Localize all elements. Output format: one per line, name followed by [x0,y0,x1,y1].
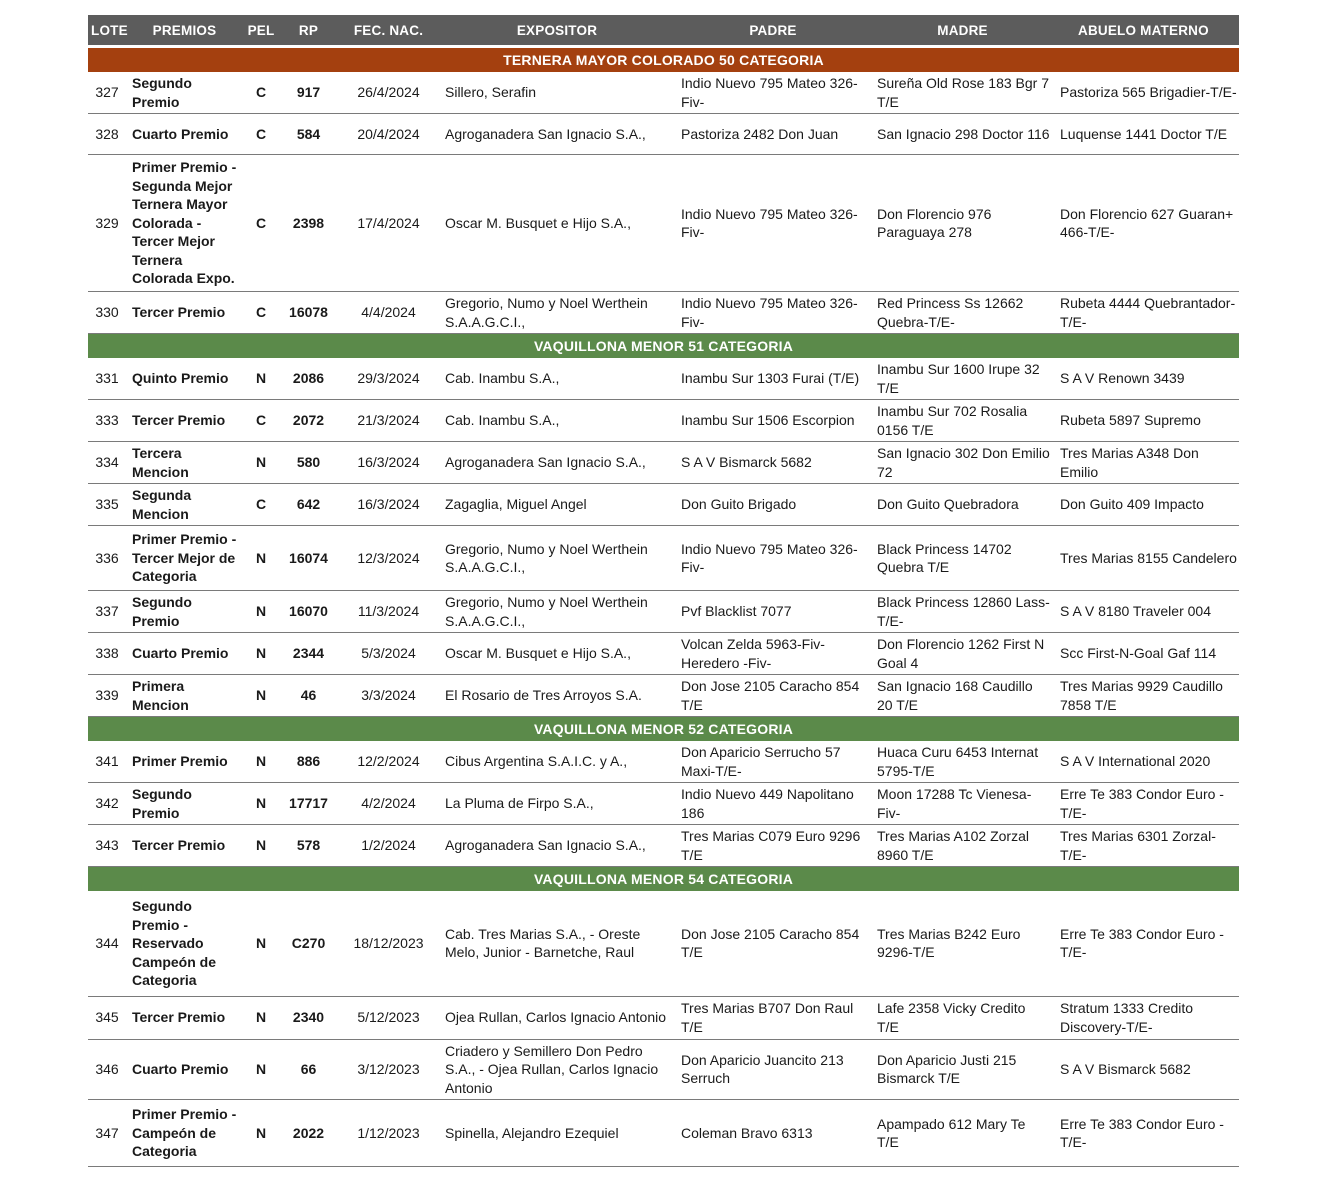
rp-cell: 2344 [279,633,338,675]
expositor-cell: Zagaglia, Miguel Angel [439,484,675,526]
expositor-cell: Sillero, Serafin [439,72,675,114]
category-row [88,334,1239,359]
expositor-cell: Agroganadera San Ignacio S.A., [439,825,675,867]
table-row [88,400,1239,442]
rp-cell: 17717 [279,783,338,825]
premio-cell: Primer Premio [126,741,243,783]
table-row [88,891,1239,996]
results-table [88,15,1239,1167]
lote-cell: 337 [88,591,126,633]
abuelo-materno-cell: Erre Te 383 Condor Euro -T/E- [1054,783,1239,825]
premio-cell: Segundo Premio [126,783,243,825]
abuelo-materno-cell: Tres Marias 9929 Caudillo 7858 T/E [1054,675,1239,717]
rp-cell: 2086 [279,358,338,400]
expositor-cell: Gregorio, Numo y Noel Werthein S.A.A.G.C.I., [439,292,675,334]
abuelo-materno-cell: Scc First-N-Goal Gaf 114 [1054,633,1239,675]
madre-cell: San Ignacio 298 Doctor 116 [871,114,1054,155]
lote-cell: 345 [88,996,126,1039]
category-title: TERNERA MAYOR COLORADO 50 CATEGORIA [88,48,1239,72]
pel-cell: N [243,633,279,675]
fec-nac-cell: 4/2/2024 [338,783,439,825]
fec-nac-cell: 4/4/2024 [338,292,439,334]
fec-nac-cell: 16/3/2024 [338,484,439,526]
fec-nac-cell: 11/3/2024 [338,591,439,633]
premio-cell: Segundo Premio - Reservado Campeón de Categoria [126,891,243,996]
table-row [88,72,1239,114]
fec-nac-cell: 29/3/2024 [338,358,439,400]
lote-cell: 344 [88,891,126,996]
padre-cell: Indio Nuevo 795 Mateo 326-Fiv- [675,155,871,292]
table-row [88,442,1239,484]
rp-cell: 16078 [279,292,338,334]
rp-cell: 46 [279,675,338,717]
padre-cell: Inambu Sur 1303 Furai (T/E) [675,358,871,400]
pel-cell: N [243,1100,279,1167]
padre-cell: Indio Nuevo 449 Napolitano 186 [675,783,871,825]
category-title: VAQUILLONA MENOR 54 CATEGORIA [88,867,1239,892]
pel-cell: N [243,741,279,783]
premio-cell: Segunda Mencion [126,484,243,526]
rp-cell: 642 [279,484,338,526]
madre-cell: Apampado 612 Mary Te T/E [871,1100,1054,1167]
abuelo-materno-cell: Don Florencio 627 Guaran+ 466-T/E- [1054,155,1239,292]
abuelo-materno-cell: Tres Marias A348 Don Emilio [1054,442,1239,484]
madre-cell: Don Florencio 976 Paraguaya 278 [871,155,1054,292]
expositor-cell: Spinella, Alejandro Ezequiel [439,1100,675,1167]
col-padre: PADRE [675,15,871,45]
lote-cell: 336 [88,526,126,591]
expositor-cell: La Pluma de Firpo S.A., [439,783,675,825]
madre-cell: Inambu Sur 702 Rosalia 0156 T/E [871,400,1054,442]
pel-cell: N [243,675,279,717]
expositor-cell: Oscar M. Busquet e Hijo S.A., [439,155,675,292]
lote-cell: 341 [88,741,126,783]
rp-cell: 66 [279,1039,338,1100]
premio-cell: Tercer Premio [126,996,243,1039]
col-madre: MADRE [871,15,1054,45]
table-row [88,591,1239,633]
abuelo-materno-cell: Erre Te 383 Condor Euro -T/E- [1054,891,1239,996]
padre-cell: Pastoriza 2482 Don Juan [675,114,871,155]
col-lote: LOTE [88,15,126,45]
padre-cell: Indio Nuevo 795 Mateo 326-Fiv- [675,526,871,591]
pel-cell: C [243,400,279,442]
premio-cell: Segundo Premio [126,591,243,633]
table-row [88,675,1239,717]
padre-cell: Don Jose 2105 Caracho 854 T/E [675,891,871,996]
expositor-cell: Cab. Inambu S.A., [439,400,675,442]
padre-cell: Pvf Blacklist 7077 [675,591,871,633]
madre-cell: Inambu Sur 1600 Irupe 32 T/E [871,358,1054,400]
lote-cell: 333 [88,400,126,442]
madre-cell: Black Princess 12860 Lass-T/E- [871,591,1054,633]
padre-cell: Volcan Zelda 5963-Fiv-Heredero -Fiv- [675,633,871,675]
table-row [88,741,1239,783]
premio-cell: Segundo Premio [126,72,243,114]
lote-cell: 328 [88,114,126,155]
abuelo-materno-cell: Tres Marias 6301 Zorzal-T/E- [1054,825,1239,867]
pel-cell: C [243,114,279,155]
premio-cell: Tercer Premio [126,292,243,334]
table-row [88,114,1239,155]
madre-cell: Tres Marias A102 Zorzal 8960 T/E [871,825,1054,867]
madre-cell: Red Princess Ss 12662 Quebra-T/E- [871,292,1054,334]
lote-cell: 342 [88,783,126,825]
fec-nac-cell: 20/4/2024 [338,114,439,155]
premio-cell: Tercer Premio [126,400,243,442]
fec-nac-cell: 18/12/2023 [338,891,439,996]
expositor-cell: Gregorio, Numo y Noel Werthein S.A.A.G.C.I., [439,591,675,633]
abuelo-materno-cell: Tres Marias 8155 Candelero [1054,526,1239,591]
table-row [88,996,1239,1039]
col-premios: PREMIOS [126,15,243,45]
pel-cell: N [243,526,279,591]
padre-cell: Indio Nuevo 795 Mateo 326-Fiv- [675,292,871,334]
pel-cell: N [243,996,279,1039]
padre-cell: Don Aparicio Serrucho 57 Maxi-T/E- [675,741,871,783]
table-row [88,292,1239,334]
col-rp: RP [279,15,338,45]
fec-nac-cell: 17/4/2024 [338,155,439,292]
table-row [88,484,1239,526]
padre-cell: Tres Marias B707 Don Raul T/E [675,996,871,1039]
lote-cell: 335 [88,484,126,526]
pel-cell: N [243,442,279,484]
rp-cell: 16070 [279,591,338,633]
abuelo-materno-cell: Pastoriza 565 Brigadier-T/E- [1054,72,1239,114]
expositor-cell: Gregorio, Numo y Noel Werthein S.A.A.G.C.I., [439,526,675,591]
madre-cell: Black Princess 14702 Quebra T/E [871,526,1054,591]
expositor-cell: Agroganadera San Ignacio S.A., [439,442,675,484]
lote-cell: 329 [88,155,126,292]
abuelo-materno-cell: Rubeta 5897 Supremo [1054,400,1239,442]
pel-cell: N [243,358,279,400]
col-pel: PEL [243,15,279,45]
padre-cell: Don Aparicio Juancito 213 Serruch [675,1039,871,1100]
premio-cell: Primer Premio - Segunda Mejor Ternera Mayor Colorada - Tercer Mejor Ternera Colorada Expo. [126,155,243,292]
fec-nac-cell: 12/3/2024 [338,526,439,591]
table-row [88,825,1239,867]
results-document [88,15,1239,1167]
rp-cell: 580 [279,442,338,484]
premio-cell: Primera Mencion [126,675,243,717]
fec-nac-cell: 3/12/2023 [338,1039,439,1100]
abuelo-materno-cell: S A V International 2020 [1054,741,1239,783]
premio-cell: Tercer Premio [126,825,243,867]
premio-cell: Cuarto Premio [126,1039,243,1100]
pel-cell: N [243,783,279,825]
expositor-cell: Oscar M. Busquet e Hijo S.A., [439,633,675,675]
rp-cell: 578 [279,825,338,867]
lote-cell: 343 [88,825,126,867]
pel-cell: N [243,825,279,867]
premio-cell: Quinto Premio [126,358,243,400]
fec-nac-cell: 16/3/2024 [338,442,439,484]
padre-cell: Tres Marias C079 Euro 9296 T/E [675,825,871,867]
category-row [88,48,1239,72]
lote-cell: 347 [88,1100,126,1167]
table-row [88,1100,1239,1167]
rp-cell: 917 [279,72,338,114]
abuelo-materno-cell: Luquense 1441 Doctor T/E [1054,114,1239,155]
premio-cell: Tercera Mencion [126,442,243,484]
table-body [88,45,1239,1167]
madre-cell: Don Aparicio Justi 215 Bismarck T/E [871,1039,1054,1100]
rp-cell: 886 [279,741,338,783]
abuelo-materno-cell: Don Guito 409 Impacto [1054,484,1239,526]
header-row [88,15,1239,45]
expositor-cell: Agroganadera San Ignacio S.A., [439,114,675,155]
category-row [88,717,1239,742]
padre-cell: Coleman Bravo 6313 [675,1100,871,1167]
table-row [88,155,1239,292]
rp-cell: 2022 [279,1100,338,1167]
madre-cell: Sureña Old Rose 183 Bgr 7 T/E [871,72,1054,114]
premio-cell: Cuarto Premio [126,633,243,675]
padre-cell: Inambu Sur 1506 Escorpion [675,400,871,442]
madre-cell: Moon 17288 Tc Vienesa-Fiv- [871,783,1054,825]
lote-cell: 327 [88,72,126,114]
fec-nac-cell: 26/4/2024 [338,72,439,114]
expositor-cell: Cab. Inambu S.A., [439,358,675,400]
pel-cell: N [243,891,279,996]
table-row [88,783,1239,825]
madre-cell: Huaca Curu 6453 Internat 5795-T/E [871,741,1054,783]
lote-cell: 338 [88,633,126,675]
category-title: VAQUILLONA MENOR 51 CATEGORIA [88,334,1239,359]
abuelo-materno-cell: S A V 8180 Traveler 004 [1054,591,1239,633]
col-abuelo-materno: ABUELO MATERNO [1054,15,1239,45]
padre-cell: Indio Nuevo 795 Mateo 326-Fiv- [675,72,871,114]
expositor-cell: Criadero y Semillero Don Pedro S.A., - Ojea Rullan, Carlos Ignacio Antonio [439,1039,675,1100]
col-fec-nac: FEC. NAC. [338,15,439,45]
pel-cell: C [243,484,279,526]
fec-nac-cell: 5/12/2023 [338,996,439,1039]
fec-nac-cell: 5/3/2024 [338,633,439,675]
rp-cell: 2398 [279,155,338,292]
col-expositor: EXPOSITOR [439,15,675,45]
abuelo-materno-cell: Rubeta 4444 Quebrantador-T/E- [1054,292,1239,334]
lote-cell: 339 [88,675,126,717]
fec-nac-cell: 3/3/2024 [338,675,439,717]
pel-cell: N [243,591,279,633]
table-row [88,358,1239,400]
expositor-cell: Cibus Argentina S.A.I.C. y A., [439,741,675,783]
padre-cell: S A V Bismarck 5682 [675,442,871,484]
lote-cell: 330 [88,292,126,334]
expositor-cell: Cab. Tres Marias S.A., - Oreste Melo, Junior - Barnetche, Raul [439,891,675,996]
rp-cell: 2072 [279,400,338,442]
pel-cell: C [243,292,279,334]
abuelo-materno-cell: S A V Bismarck 5682 [1054,1039,1239,1100]
fec-nac-cell: 12/2/2024 [338,741,439,783]
madre-cell: San Ignacio 302 Don Emilio 72 [871,442,1054,484]
lote-cell: 346 [88,1039,126,1100]
table-row [88,633,1239,675]
table-row [88,526,1239,591]
rp-cell: C270 [279,891,338,996]
category-title: VAQUILLONA MENOR 52 CATEGORIA [88,717,1239,742]
madre-cell: Don Guito Quebradora [871,484,1054,526]
abuelo-materno-cell: S A V Renown 3439 [1054,358,1239,400]
madre-cell: Tres Marias B242 Euro 9296-T/E [871,891,1054,996]
fec-nac-cell: 1/2/2024 [338,825,439,867]
lote-cell: 334 [88,442,126,484]
fec-nac-cell: 21/3/2024 [338,400,439,442]
padre-cell: Don Guito Brigado [675,484,871,526]
lote-cell: 331 [88,358,126,400]
category-row [88,867,1239,892]
madre-cell: Lafe 2358 Vicky Credito T/E [871,996,1054,1039]
rp-cell: 584 [279,114,338,155]
rp-cell: 16074 [279,526,338,591]
expositor-cell: El Rosario de Tres Arroyos S.A. [439,675,675,717]
pel-cell: N [243,1039,279,1100]
pel-cell: C [243,155,279,292]
pel-cell: C [243,72,279,114]
fec-nac-cell: 1/12/2023 [338,1100,439,1167]
premio-cell: Primer Premio - Campeón de Categoria [126,1100,243,1167]
rp-cell: 2340 [279,996,338,1039]
abuelo-materno-cell: Stratum 1333 Credito Discovery-T/E- [1054,996,1239,1039]
premio-cell: Primer Premio - Tercer Mejor de Categoria [126,526,243,591]
madre-cell: San Ignacio 168 Caudillo 20 T/E [871,675,1054,717]
table-row [88,1039,1239,1100]
premio-cell: Cuarto Premio [126,114,243,155]
expositor-cell: Ojea Rullan, Carlos Ignacio Antonio [439,996,675,1039]
abuelo-materno-cell: Erre Te 383 Condor Euro -T/E- [1054,1100,1239,1167]
padre-cell: Don Jose 2105 Caracho 854 T/E [675,675,871,717]
madre-cell: Don Florencio 1262 First N Goal 4 [871,633,1054,675]
